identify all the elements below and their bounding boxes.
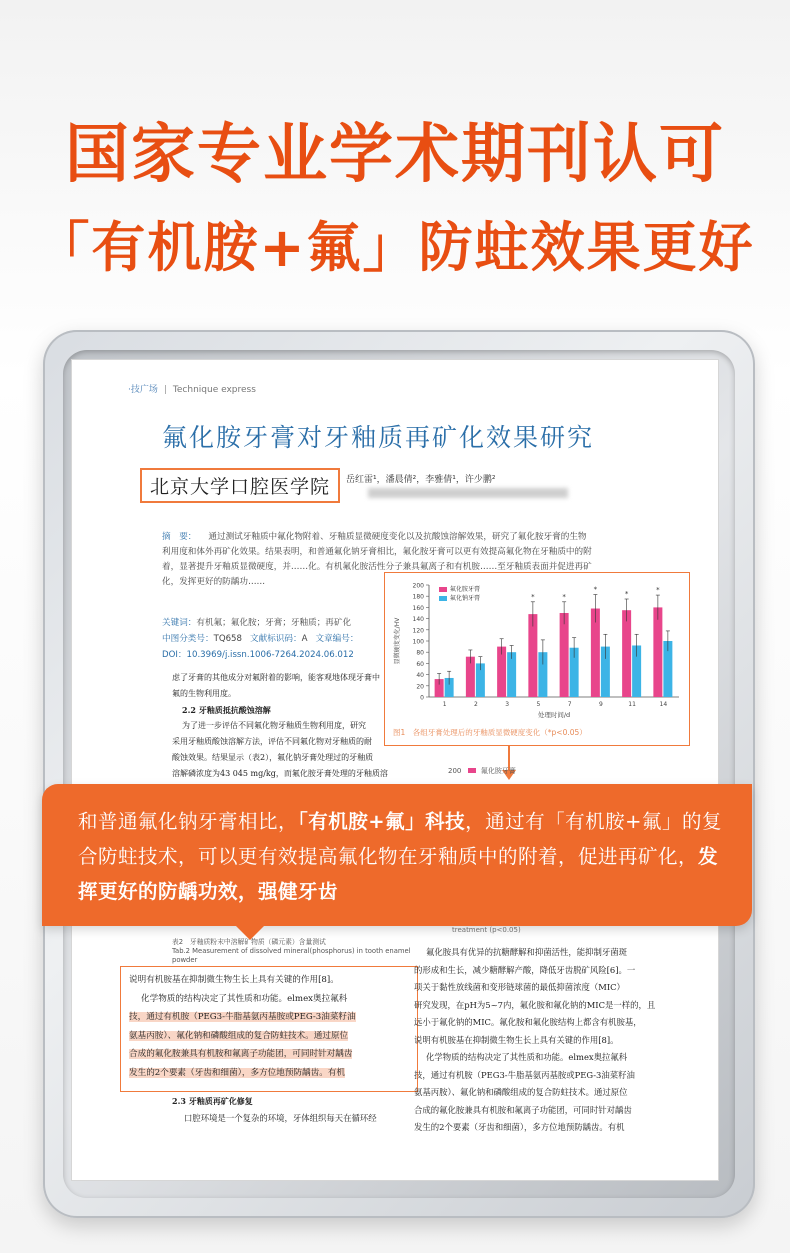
journal-header: ·技广场 | Technique express (128, 385, 256, 395)
body-line: 氨基丙胺）、氟化钠和磷酸组成的复合防蛀技术。通过原位 (414, 1087, 628, 1097)
cls-label: 中图分类号： (162, 634, 214, 644)
significance-mark: * (624, 590, 629, 598)
y-tick-label: 80 (416, 649, 424, 657)
journal-paper (72, 360, 718, 1180)
legend-swatch (439, 596, 447, 601)
excerpt-line: 发生的2个要素（牙齿和细菌），多方位地预防龋齿。有机 (129, 1067, 346, 1078)
cls-value: TQ658 (213, 634, 242, 644)
y-tick-label: 20 (416, 683, 424, 691)
banner-emphasis-benefit: 发挥更好的防龋功效，强健牙齿 (78, 845, 719, 903)
abstract-label: 摘 要： (162, 532, 197, 542)
hardness-chart (384, 572, 690, 746)
y-tick-label: 180 (412, 593, 424, 601)
body-line: 技，通过有机胺（PEG3-牛脂基氨丙基胺或PEG-3油菜籽油 (414, 1069, 635, 1080)
doi-row: DOI：10.3969/j.issn.1006-7264.2024.06.012 (162, 650, 354, 660)
y-tick-label: 60 (416, 660, 424, 668)
classification-row (162, 632, 402, 644)
body-text-upper (172, 670, 412, 782)
x-tick-label: 1 (442, 701, 447, 708)
x-tick-label: 3 (505, 701, 510, 708)
bar-amine-fluoride (560, 613, 569, 697)
body-line: 说明有机胺基在抑制微生物生长上具有关键的作用[8]。 (414, 1034, 619, 1045)
body-line: 溶解磷浓度为43 045 mg/kg，而氟化胺牙膏处理的牙釉质溶 (172, 769, 388, 778)
x-tick-label: 14 (659, 701, 668, 708)
orange-callout-banner (42, 784, 752, 926)
legend-label: 氟化钠牙膏 (450, 595, 481, 602)
blurred-affiliation (368, 488, 568, 498)
doc-label: 文献标识码： (250, 634, 302, 644)
body-line: 的形成和生长，减少糖酵解产酸，降低牙齿脱矿风险[6]。一 (414, 964, 636, 975)
section-2-3-heading: 2.3 牙釉质再矿化修复 (172, 1096, 253, 1106)
headline-line1: 国家专业学术期刊认可 (65, 118, 725, 192)
journal-header-en: Technique express (172, 385, 256, 395)
excerpt-line: 技，通过有机胺（PEG3-牛脂基氨丙基胺或PEG-3油菜籽油 (129, 1012, 356, 1022)
excerpt-line: 合成的氟化胺兼具有机胺和氟离子功能团，可同时针对龋齿 (129, 1049, 353, 1059)
section-heading: 2.2 牙釉质抵抗酸蚀溶解 (182, 705, 271, 715)
significance-mark: * (562, 592, 566, 601)
bar-amine-fluoride (528, 614, 537, 697)
second-chart-stub (448, 766, 688, 776)
y-tick-label: 100 (412, 638, 424, 646)
article-label: 文章编号： (315, 634, 359, 644)
highlighted-excerpt (120, 966, 418, 1092)
bar-amine-fluoride (622, 610, 631, 697)
y-tick-label: 200 (412, 582, 424, 590)
body-line: 合成的氟化胺兼具有机胺和氟离子功能团，可同时针对龋齿 (414, 1104, 632, 1115)
bar-amine-fluoride (653, 607, 662, 697)
body-line: 项关于黏性放线菌和变形链球菌的最低抑菌浓度（MIC） (414, 982, 625, 992)
chart-caption: 图1 各组牙膏处理后的牙釉质显微硬度变化（*p<0.05） (393, 728, 587, 737)
body-line: 研究发现，在pH为5~7内，氟化胺和氟化钠的MIC是一样的，且 (414, 999, 656, 1010)
section-2-3-body: 口腔环境是一个复杂的环境，牙体组织每天在循环经 (184, 1113, 377, 1123)
excerpt-line: 氨基丙胺）、氟化钠和磷酸组成的复合防蛀技术。通过原位 (129, 1030, 349, 1041)
keywords-value: 有机氟；氟化胺；牙膏；牙釉质；再矿化 (196, 618, 352, 628)
institution-highlight: 北京大学口腔医学院 (140, 468, 340, 503)
headline-line2: 「有机胺+氟」防蛀效果更好 (35, 216, 755, 279)
significance-mark: * (593, 585, 598, 594)
abstract-text: 通过测试牙釉质中氟化物附着、牙釉质显微硬度变化以及抗酸蚀溶解效果，研究了氟化胺牙膏的生物利用度和体外再矿化效果。结果表明，和普通氟化钠牙膏相比，氟化胺牙膏可以更有效提高氟化物在牙釉质中的附着，显著提升牙釉质显微硬度，并……化。有机氟化胺活性分子兼具氟离子和有机胺……至牙釉质表面并促进再矿化，发挥更好的防龋功…… (162, 532, 592, 587)
body-line: 氟化胺具有优异的抗糖酵解和抑菌活性，能抑制牙菌斑 (426, 947, 627, 957)
paper-title: 氟化胺牙膏对牙釉质再矿化效果研究 (162, 423, 595, 452)
body-text-right (414, 944, 684, 1137)
x-axis-label: 处理时间/d (537, 711, 571, 719)
body-line: 虑了牙膏的其他成分对氟附着的影响，能客观地体现牙膏中 (172, 673, 380, 682)
treatment-stub: treatment (p<0.05) (452, 926, 521, 934)
significance-mark: * (531, 592, 535, 601)
hardness-chart-svg (385, 573, 689, 723)
table-caption (172, 938, 422, 965)
body-line: 远小于氟化钠的MIC。氟化胺和氟化胺结构上都含有机胺基， (414, 1017, 642, 1027)
legend-swatch (439, 587, 447, 592)
body-line: 氟的生物利用度。 (172, 689, 236, 698)
y-tick-label: 160 (412, 604, 424, 612)
banner-pointer (236, 926, 264, 940)
table-caption-cn: 表2 牙釉质粉末中溶解矿物质（磷元素）含量测试 (172, 938, 326, 946)
body-line: 发生的2个要素（牙齿和细菌），多方位地预防龋齿。有机 (414, 1122, 625, 1132)
significance-mark: * (656, 586, 660, 595)
keywords-label: 关键词： (162, 618, 197, 628)
y-tick-label: 0 (420, 694, 424, 702)
excerpt-line: 化学物质的结构决定了其性质和功能。elmex奥拉氟科 (141, 993, 348, 1004)
legend-label: 氟化胺牙膏 (450, 586, 481, 593)
keywords-row (162, 616, 402, 628)
y-tick-label: 140 (412, 616, 424, 624)
y-tick-label: 120 (412, 627, 424, 635)
x-tick-label: 2 (473, 701, 478, 708)
x-tick-label: 5 (536, 701, 541, 708)
doc-value: A (301, 634, 308, 644)
banner-emphasis-tech: 「有机胺+氟」科技 (298, 810, 466, 833)
banner-text: 和普通氟化钠牙膏相比，「有机胺+氟」科技，通过有「有机胺+氟」的复合防蛀技术，可以更有效提高氟化物在牙釉质中的附着，促进再矿化，发挥更好的防龋功效，强健牙齿 (78, 810, 722, 903)
body-line: 为了进一步评估不同氟化物牙釉质生物利用度，研究 (182, 721, 366, 730)
table-caption-en: Tab.2 Measurement of dissolved mineral(phosphorus) in tooth enamel powder (172, 947, 411, 964)
second-chart-tick: 200 (448, 767, 462, 775)
x-tick-label: 7 (567, 701, 572, 708)
second-chart-legend: 氟化胺牙膏 (480, 767, 516, 775)
excerpt-line: 说明有机胺基在抑制微生物生长上具有关键的作用[8]。 (129, 975, 339, 985)
body-line: 化学物质的结构决定了其性质和功能。elmex奥拉氟科 (426, 1052, 628, 1062)
y-axis-label: 显微硬度变化/HV (394, 617, 401, 665)
y-tick-label: 40 (416, 672, 424, 680)
authors: 岳红雷¹，潘晨倩²，李雅倩¹，许少鹏² (346, 475, 496, 485)
body-line: 酸蚀效果。结果显示（表2），氟化钠牙膏处理过的牙釉质 (172, 753, 374, 762)
x-tick-label: 9 (598, 701, 603, 708)
journal-header-cn: ·技广场 (128, 385, 158, 395)
body-line: 采用牙釉质酸蚀溶解方法，评估不同氟化物对牙釉质的耐 (172, 737, 372, 746)
x-tick-label: 11 (628, 701, 636, 708)
